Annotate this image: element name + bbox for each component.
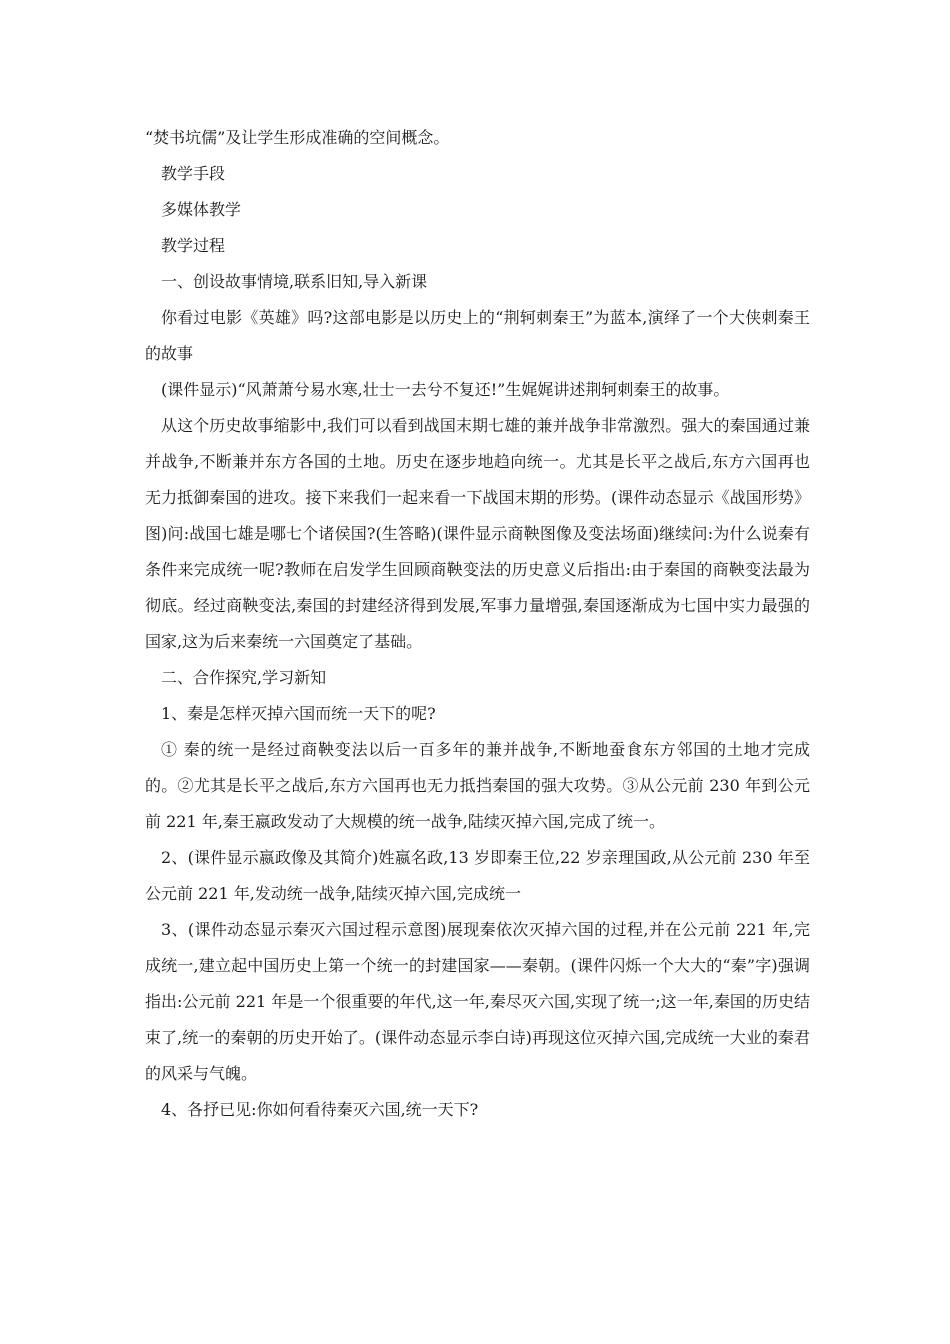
- section-heading-2: 二、合作探究,学习新知: [161, 668, 327, 687]
- question-4: 4、各抒已见:你如何看待秦灭六国,统一天下?: [161, 1100, 479, 1119]
- document-body: [145, 120, 810, 1128]
- paragraph-hero-movie: 你看过电影《英雄》吗?这部电影是以历史上的“荆轲刺秦王”为蓝本,演绎了一个大侠刺秦王的故事: [145, 308, 810, 363]
- paragraph-warring-states: 从这个历史故事缩影中,我们可以看到战国末期七雄的兼并战争非常激烈。强大的秦国通过兼并战争,不断兼并东方各国的土地。历史在逐步地趋向统一。尤其是长平之战后,东方六国再也无力抵御秦国的进攻。接下来我们一起来看一下战国末期的形势。(课件动态显示《战国形势》图)问:战国七雄是哪七个诸侯国?(生答略)(课件显示商鞅图像及变法场面)继续问:为什么说秦有条件来完成统一呢?教师在启发学生回顾商鞅变法的历史意义后指出:由于秦国的商鞅变法最为彻底。经过商鞅变法,秦国的封建经济得到发展,军事力量增强,秦国逐渐成为七国中实力最强的国家,这为后来秦统一六国奠定了基础。: [145, 416, 810, 651]
- paragraph-qin-destroys-six: 3、(课件动态显示秦灭六国过程示意图)展现秦依次灭掉六国的过程,并在公元前 221 年,完成统一,建立起中国历史上第一个统一的封建国家——秦朝。(课件闪烁一个大大的“秦”字)强调指出:公元前 221 年是一个很重要的年代,这一年,秦尽灭六国,实现了统一;这一年,秦国的历史结束了,统一的秦朝的历史开始了。(课件动态显示李白诗)再现这位灭掉六国,完成统一大业的秦君的风采与气魄。: [145, 920, 810, 1083]
- paragraph-multimedia-teaching: 多媒体教学: [161, 200, 242, 219]
- heading-teaching-means: 教学手段: [161, 164, 226, 183]
- section-heading-1: 一、创设故事情境,联系旧知,导入新课: [161, 272, 428, 291]
- question-1: 1、秦是怎样灭掉六国而统一天下的呢?: [161, 704, 436, 723]
- paragraph-unification-points: ① 秦的统一是经过商鞅变法以后一百多年的兼并战争,不断地蚕食东方邻国的土地才完成的。②尤其是长平之战后,东方六国再也无力抵挡秦国的强大攻势。③从公元前 230 年到公元前 221 年,秦王嬴政发动了大规模的统一战争,陆续灭掉六国,完成了统一。: [145, 740, 810, 831]
- paragraph-courseware-poem: (课件显示)“风萧萧兮易水寒,壮士一去兮不复还!”生娓娓讲述荆轲刺秦王的故事。: [161, 380, 730, 399]
- heading-teaching-process: 教学过程: [161, 236, 226, 255]
- paragraph-yingzheng-intro: 2、(课件显示嬴政像及其简介)姓嬴名政,13 岁即秦王位,22 岁亲理国政,从公元前 230 年至公元前 221 年,发动统一战争,陆续灭掉六国,完成统一: [145, 848, 810, 903]
- paragraph-intro-continuation: “焚书坑儒”及让学生形成准确的空间概念。: [145, 128, 450, 147]
